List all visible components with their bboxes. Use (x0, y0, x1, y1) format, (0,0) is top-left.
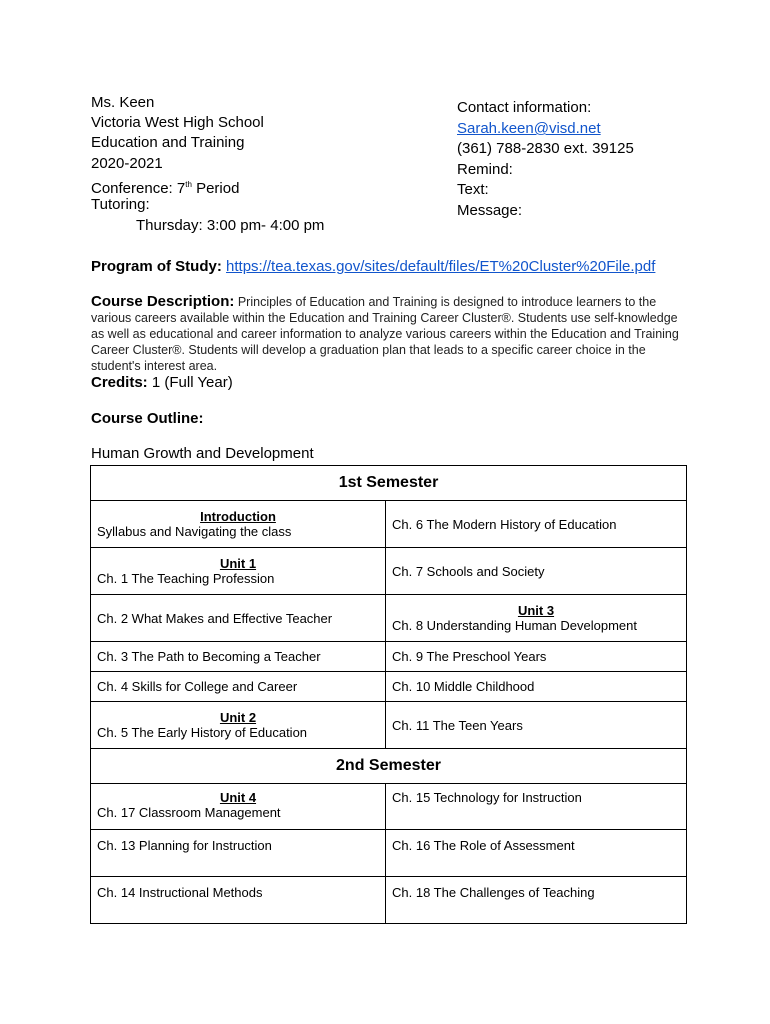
course-outline-table (90, 465, 687, 924)
credits (91, 373, 233, 394)
chapter-text: Ch. 9 The Preschool Years (392, 649, 547, 664)
chapter-text: Ch. 15 Technology for Instruction (392, 790, 582, 805)
semester-header-row (91, 466, 687, 501)
table-cell (91, 702, 386, 749)
description-label: Course Description: (91, 293, 235, 310)
table-cell (91, 642, 386, 672)
tutoring-label: Tutoring: (91, 196, 150, 213)
school-year: 2020-2021 (91, 155, 163, 172)
table-cell (386, 784, 687, 830)
email-link[interactable]: Sarah.keen@visd.net (457, 120, 601, 137)
school-name: Victoria West High School (91, 114, 264, 131)
chapter-text: Ch. 6 The Modern History of Education (392, 516, 617, 532)
semester-2-title: 2nd Semester (91, 749, 687, 784)
table-cell (386, 548, 687, 595)
table-cell (91, 501, 386, 548)
text-label: Text: (457, 181, 489, 198)
table-row (91, 672, 687, 702)
conference-prefix: Conference: 7 (91, 180, 186, 197)
unit-label: Unit 1 (219, 556, 257, 571)
chapter-text: Ch. 7 Schools and Society (392, 563, 545, 579)
table-cell (91, 672, 386, 702)
table-row (91, 642, 687, 672)
message-label: Message: (457, 202, 523, 219)
chapter-text: Ch. 16 The Role of Assessment (392, 838, 575, 853)
chapter-text: Ch. 1 The Teaching Profession (97, 571, 275, 586)
table-row (91, 595, 687, 642)
table-row (91, 877, 687, 924)
table-cell (91, 548, 386, 595)
table-cell (386, 595, 687, 642)
table-row (91, 784, 687, 830)
contact-label: Contact information: (457, 99, 592, 116)
chapter-text: Ch. 2 What Makes and Effective Teacher (97, 610, 333, 626)
chapter-text: Ch. 18 The Challenges of Teaching (392, 885, 595, 900)
table-cell (386, 830, 687, 877)
table-cell (91, 784, 386, 830)
chapter-text: Syllabus and Navigating the class (97, 524, 292, 539)
course-description (91, 294, 679, 374)
table-cell (386, 877, 687, 924)
table-row (91, 830, 687, 877)
chapter-text: Ch. 14 Instructional Methods (97, 885, 263, 900)
chapter-text: Ch. 10 Middle Childhood (392, 679, 535, 694)
program-of-study (91, 257, 655, 278)
chapter-text: Ch. 4 Skills for College and Career (97, 679, 298, 694)
program-label: Program of Study: (91, 258, 222, 275)
teacher-name: Ms. Keen (91, 94, 155, 111)
table-cell (386, 672, 687, 702)
table-cell (91, 830, 386, 877)
table-cell (386, 501, 687, 548)
table-cell (386, 702, 687, 749)
description-text: Principles of Education and Training is designed to introduce learners to the various careers available within the Education and Training Career Cluster®. Students use self-knowledge as well as educational and career information to analyze various careers within the Education and Training Career Cluster®. Students will develop a graduation plan that leads to a specific career choice in the student's interest area. (91, 295, 679, 373)
outline-subtitle: Human Growth and Development (91, 445, 314, 462)
chapter-text: Ch. 17 Classroom Management (97, 805, 281, 820)
semester-1-title: 1st Semester (91, 466, 687, 501)
chapter-text: Ch. 3 The Path to Becoming a Teacher (97, 649, 321, 664)
phone-number: (361) 788-2830 ext. 39125 (457, 140, 634, 157)
remind-label: Remind: (457, 161, 513, 178)
credits-value: 1 (Full Year) (151, 374, 233, 391)
unit-label: Unit 2 (219, 710, 257, 725)
course-name: Education and Training (91, 134, 245, 151)
table-cell (91, 595, 386, 642)
table-cell (91, 877, 386, 924)
table-cell (386, 642, 687, 672)
credits-label: Credits: (91, 374, 148, 391)
unit-label: Unit 4 (219, 790, 257, 805)
program-link[interactable]: https://tea.texas.gov/sites/default/files/ET%20Cluster%20File.pdf (226, 258, 656, 275)
conference-suffix: Period (191, 180, 240, 197)
table-row (91, 702, 687, 749)
semester-header-row (91, 749, 687, 784)
table-row (91, 548, 687, 595)
unit-label: Introduction (200, 509, 276, 524)
course-outline-label: Course Outline: (91, 410, 204, 427)
conference-sup: th (185, 180, 192, 189)
chapter-text: Ch. 11 The Teen Years (392, 717, 523, 733)
chapter-text: Ch. 8 Understanding Human Development (392, 618, 637, 633)
chapter-text: Ch. 5 The Early History of Education (97, 725, 308, 740)
table-row (91, 501, 687, 548)
tutoring-time: Thursday: 3:00 pm- 4:00 pm (136, 217, 325, 234)
chapter-text: Ch. 13 Planning for Instruction (97, 838, 272, 853)
unit-label: Unit 3 (517, 603, 555, 618)
